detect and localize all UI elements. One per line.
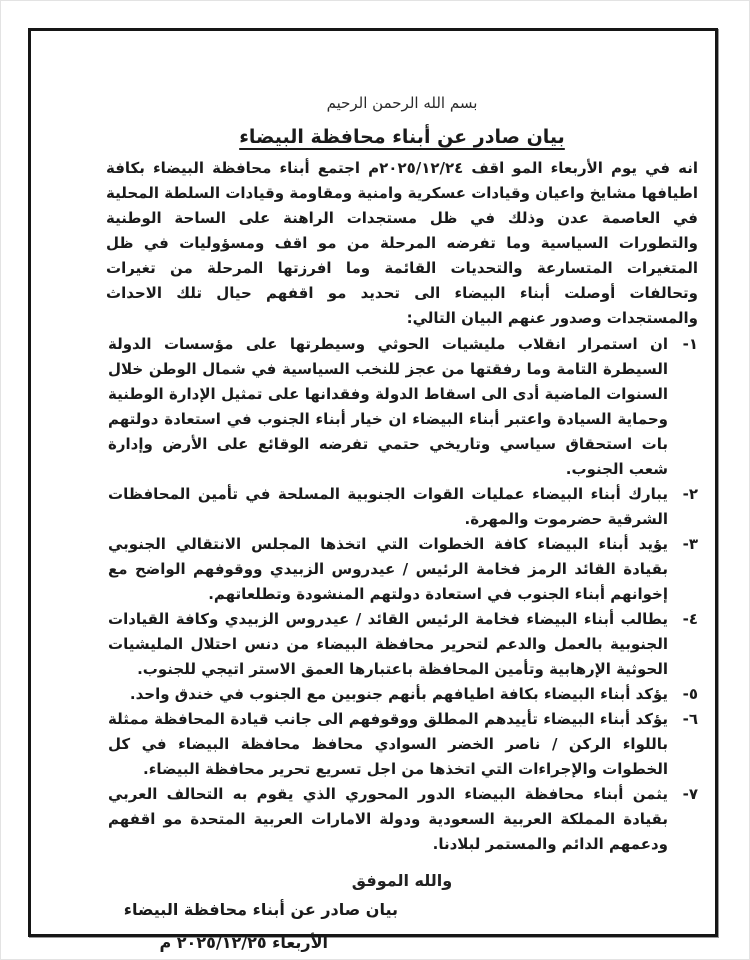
item-text: يؤكد أبناء البيضاء بكافة اطيافهم بأنهم جنوبين مع الجنوب في خندق واحد.: [129, 685, 668, 703]
item-text: يثمن أبناء محافظة البيضاء الدور المحوري الذي يقوم به التحالف العربي بقيادة المملكة العربية السعودية ودولة الامارات العربية المتحدة مو اقفهم ودعمهم الدائم والمستمر لبلادنا.: [108, 785, 668, 853]
statement-items: [106, 332, 698, 857]
item-text: يطالب أبناء البيضاء فخامة الرئيس القائد / عيدروس الزبيدي وكافة القيادات الجنوبية بالعمل والدعم لتحرير محافظة البيضاء من دنس احتلال المليشيات الحوثية الإرهابية وتأمين المحافظة باعتبارها العمق الاستر اتيجي للجنوب.: [108, 610, 668, 678]
footer-date-line: الأربعاء ٢٠٢٥/١٢/٢٥ م: [159, 933, 328, 952]
list-item: [106, 332, 698, 482]
list-item: [106, 482, 698, 532]
statement-title: بيان صادر عن أبناء محافظة البيضاء: [239, 126, 565, 148]
item-number: ٢-: [682, 485, 698, 503]
intro-paragraph: انه في يوم الأربعاء المو اقف ٢٠٢٥/١٢/٢٤م اجتمع أبناء محافظة البيضاء بكافة اطيافها مشايخ واعيان وقيادات عسكرية وامنية ومقاومة وقيادات السلطة المحلية في العاصمة عدن وذلك في ظل مستجدات الراهنة على الساحة الوطنية والتطورات السياسية وما تفرضه المرحلة من مو اقف ومسؤوليات في ظل المتغيرات المتسارعة والتحديات القائمة وما افرزتها المرحلة من تغيرات وتحالفات أوصلت أبناء البيضاء الى تحديد مو اقفهم حيال تلك الاحداث والمستجدات وصدور عنهم البيان التالي:: [106, 159, 699, 327]
list-item: [106, 607, 698, 682]
item-number: ٧-: [682, 785, 698, 803]
item-text: يؤيد أبناء البيضاء كافة الخطوات التي اتخذها المجلس الانتقالي الجنوبي بقيادة القائد الرمز فخامة الرئيس / عيدروس الزبيدي ووقوفهم الواضح مع إخوانهم أبناء الجنوب في استعادة دولتهم المنشودة وتطلعاتهم.: [108, 535, 668, 603]
item-number: ٣-: [682, 535, 698, 553]
item-number: ٥-: [682, 685, 698, 703]
item-text: يبارك أبناء البيضاء عمليات القوات الجنوبية المسلحة في تأمين المحافظات الشرقية حضرموت والمهرة.: [108, 485, 668, 528]
statement-content: [62, 62, 740, 959]
item-number: ١-: [682, 335, 698, 353]
bismillah-calligraphy: بسم الله الرحمن الرحيم: [326, 94, 478, 112]
page-border-frame: [28, 28, 718, 952]
list-item: [106, 532, 698, 607]
item-text: ان استمرار انقلاب مليشيات الحوثي وسيطرتها على مؤسسات الدولة السيطرة التامة وما رفقتها من عجز للنخب السياسية في شمال الوطن خلال السنوات الماضية أدى الى اسقاط الدولة وفقدانها على تمثيل الإدارة الوطنية وحماية السيادة واعتبر أبناء البيضاء ان خيار أبناء الجنوب في استعادة دولتهم بات استحقاق سياسي وتاريخي حتمي تفرضه الوقائع على الأرض وإدارة شعب الجنوب.: [108, 335, 668, 478]
footer-statement-line: بيان صادر عن أبناء محافظة البيضاء: [123, 900, 398, 919]
item-number: ٤-: [682, 610, 698, 628]
list-item: [106, 682, 698, 707]
item-number: ٦-: [682, 710, 698, 728]
list-item: [106, 707, 698, 782]
list-item: [106, 782, 698, 857]
closing-calligraphy: والله الموفق: [351, 871, 453, 890]
item-text: يؤكد أبناء البيضاء تأييدهم المطلق ووقوفهم الى جانب قيادة المحافظة ممثلة باللواء الركن / ناصر الخضر السوادي محافظ محافظة البيضاء في كل الخطوات والإجراءات التي اتخذها من اجل تسريع تحرير محافظة البيضاء.: [108, 710, 668, 778]
